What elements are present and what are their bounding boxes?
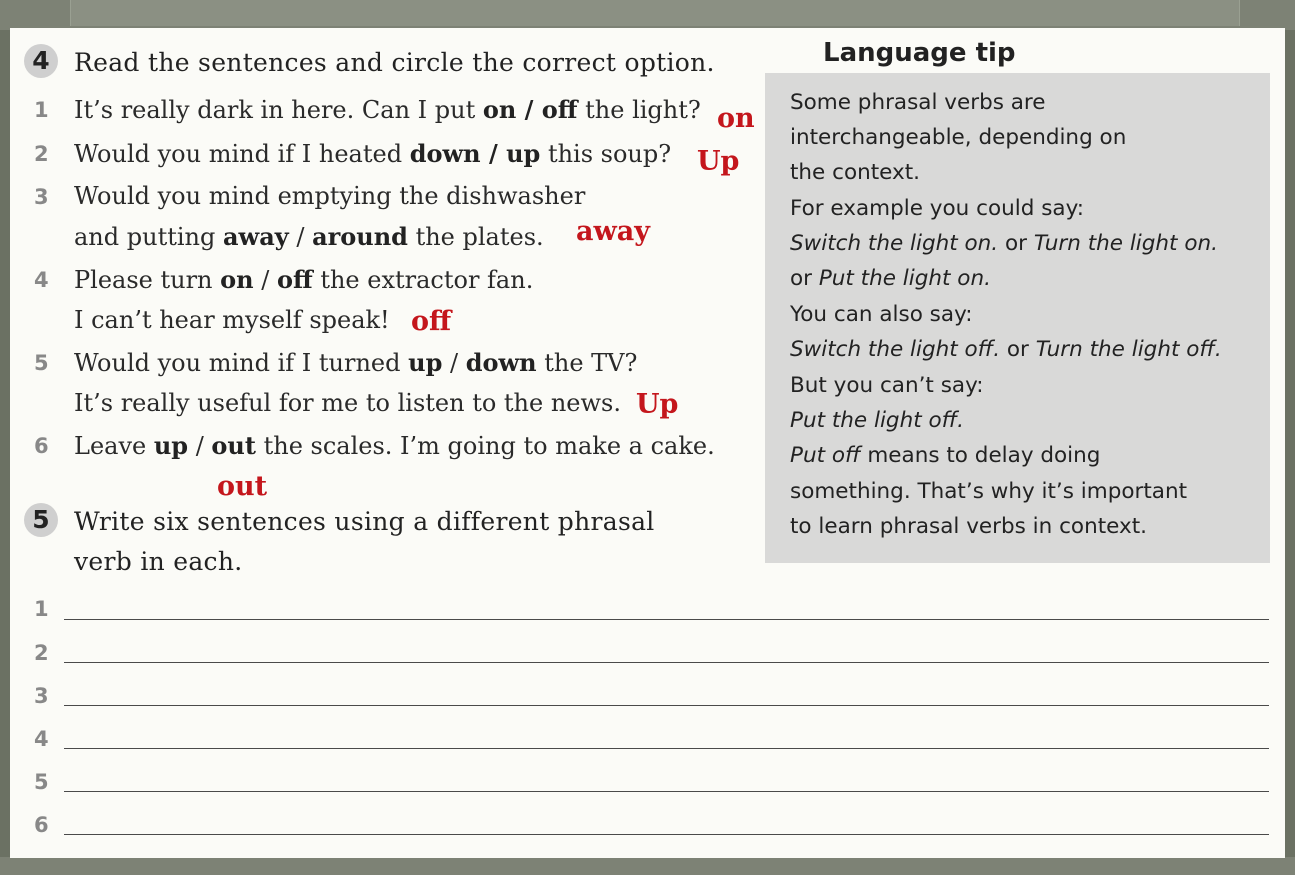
handwritten-answer: away: [576, 216, 650, 247]
top-frame-inner: [70, 0, 1240, 26]
item-number: 5: [34, 351, 49, 375]
write-line[interactable]: [64, 662, 1269, 663]
write-line-number: 2: [34, 641, 49, 665]
item-number: 1: [34, 98, 49, 122]
write-line-number: 6: [34, 813, 49, 837]
write-line-number: 4: [34, 727, 49, 751]
item-number: 4: [34, 268, 49, 292]
write-line-number: 5: [34, 770, 49, 794]
tip-line: Switch the light off. or Turn the light off.: [790, 337, 1222, 362]
tip-line: interchangeable, depending on: [790, 125, 1127, 150]
tip-line: But you can’t say:: [790, 373, 984, 398]
exercise-5-heading-cont: verb in each.: [74, 547, 243, 576]
sentence-line: Please turn on / off the extractor fan.: [74, 265, 534, 294]
sentence-line: It’s really useful for me to listen to the news.: [74, 389, 621, 417]
language-tip-title: Language tip: [823, 38, 1016, 68]
sentence-line: Would you mind if I heated down / up this soup?: [74, 139, 672, 168]
tip-line: the context.: [790, 160, 920, 185]
write-line[interactable]: [64, 619, 1269, 620]
exercise-5-heading: Write six sentences using a different phrasal: [74, 507, 655, 536]
handwritten-answer: Up: [697, 146, 740, 177]
tip-line: something. That’s why it’s important: [790, 479, 1187, 504]
tip-line: Put the light off.: [790, 408, 964, 433]
tip-line: Some phrasal verbs are: [790, 90, 1046, 115]
handwritten-answer: off: [411, 306, 452, 337]
write-line[interactable]: [64, 748, 1269, 749]
sentence-line: Would you mind if I turned up / down the TV?: [74, 348, 638, 377]
item-number: 6: [34, 434, 49, 458]
exercise-4-number: 4: [24, 44, 58, 78]
sentence-line: It’s really dark in here. Can I put on / off the light?: [74, 95, 701, 124]
handwritten-answer: out: [217, 471, 268, 502]
tip-line: You can also say:: [790, 302, 973, 327]
tip-line: For example you could say:: [790, 196, 1084, 221]
top-frame-bar: [0, 0, 1295, 30]
sentence-line: and putting away / around the plates.: [74, 222, 544, 251]
write-line-number: 3: [34, 684, 49, 708]
write-line-number: 1: [34, 597, 49, 621]
exercise-5-number: 5: [24, 503, 58, 537]
bottom-frame-bar: [0, 857, 1295, 875]
item-number: 3: [34, 185, 49, 209]
exercise-4-heading: Read the sentences and circle the correct option.: [74, 48, 715, 77]
handwritten-answer: on: [717, 103, 755, 134]
tip-line: Switch the light on. or Turn the light on.: [790, 231, 1218, 256]
sentence-line: Leave up / out the scales. I’m going to make a cake.: [74, 431, 715, 460]
write-line[interactable]: [64, 705, 1269, 706]
sentence-line: Would you mind emptying the dishwasher: [74, 182, 586, 210]
tip-line: or Put the light on.: [790, 266, 991, 291]
handwritten-answer: Up: [636, 389, 679, 420]
sentence-line: I can’t hear myself speak!: [74, 306, 390, 334]
tip-line: Put off means to delay doing: [790, 443, 1101, 468]
item-number: 2: [34, 142, 49, 166]
write-line[interactable]: [64, 834, 1269, 835]
tip-line: to learn phrasal verbs in context.: [790, 514, 1147, 539]
write-line[interactable]: [64, 791, 1269, 792]
